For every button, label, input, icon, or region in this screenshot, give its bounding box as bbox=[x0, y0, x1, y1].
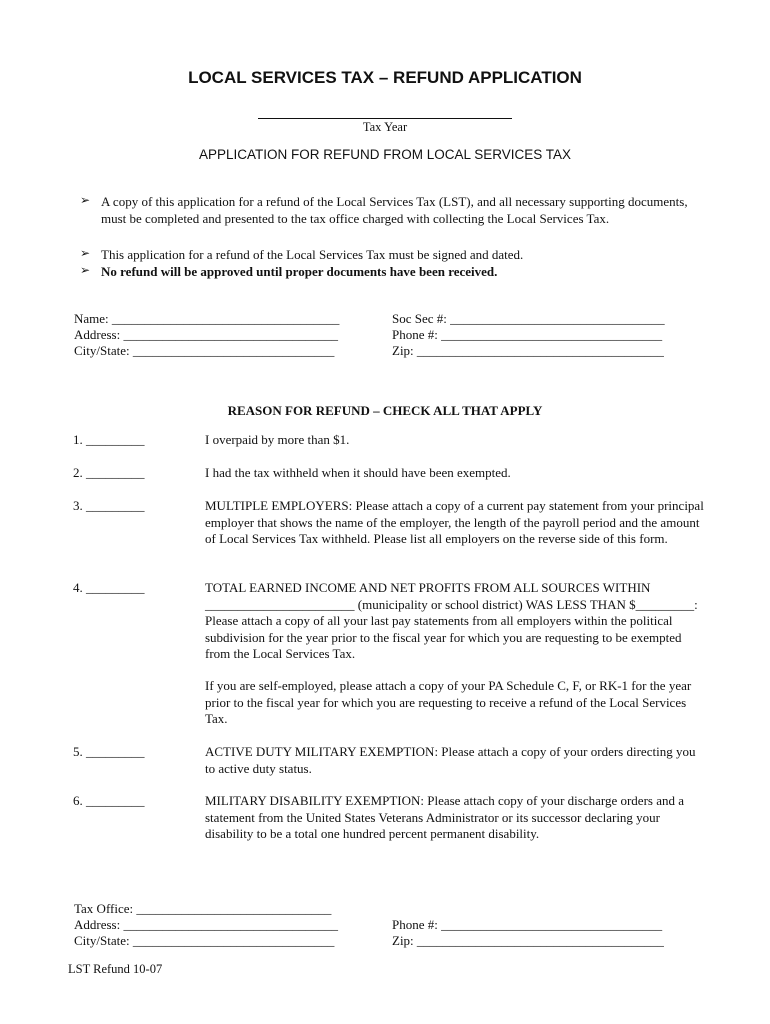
name-field[interactable]: Name: ___________________________________ bbox=[74, 311, 340, 326]
arrow-bullet-icon: ➢ bbox=[80, 263, 91, 277]
tax-year-field[interactable] bbox=[258, 118, 512, 119]
reason-3-text: MULTIPLE EMPLOYERS: Please attach a copy of a current pay statement from your principal employer that shows the name of the employer, the length of the payroll period and the amount of Local Services Tax withheld. Please list all employers on the reverse side of this form. bbox=[205, 498, 704, 546]
reason-1-checkbox[interactable]: 1. _________ bbox=[73, 432, 145, 447]
reason-heading: REASON FOR REFUND – CHECK ALL THAT APPLY bbox=[227, 403, 543, 418]
tax-office-zip-field[interactable]: Zip: ______________________________________ bbox=[392, 933, 664, 948]
form-code: LST Refund 10-07 bbox=[68, 962, 163, 976]
tax-office-phone-field[interactable]: Phone #: __________________________________ bbox=[392, 917, 663, 932]
reason-6-checkbox[interactable]: 6. _________ bbox=[73, 793, 145, 808]
zip-field[interactable]: Zip: ______________________________________ bbox=[392, 343, 664, 358]
reason-5-checkbox[interactable]: 5. _________ bbox=[73, 744, 145, 759]
instruction-item-bold: No refund will be approved until proper documents have been received. bbox=[101, 264, 498, 279]
address-field[interactable]: Address: _________________________________ bbox=[74, 327, 338, 342]
tax-office-field[interactable]: Tax Office: ______________________________ bbox=[74, 901, 332, 916]
reason-4-checkbox[interactable]: 4. _________ bbox=[73, 580, 145, 595]
tax-office-address-field[interactable]: Address: _________________________________ bbox=[74, 917, 338, 932]
reason-6-text: MILITARY DISABILITY EXEMPTION: Please attach copy of your discharge orders and a statement from the United States Veterans Administrator or its successor declaring your disability to be a total one hundred percent permanent disability. bbox=[205, 793, 685, 841]
reason-4-text: TOTAL EARNED INCOME AND NET PROFITS FROM ALL SOURCES WITHIN _______________________ (municipality or school district) WAS LESS THAN $_________: Please attach a copy of all your last pay statements from all employers within the political subdivision for the year prior to the fiscal year for which you are requesting to be exempted from the Local Services Tax. bbox=[205, 580, 698, 661]
soc-sec-field[interactable]: Soc Sec #: _________________________________ bbox=[392, 311, 665, 326]
reason-5-text: ACTIVE DUTY MILITARY EXEMPTION: Please attach a copy of your orders directing you to active duty status. bbox=[205, 744, 696, 776]
arrow-bullet-icon: ➢ bbox=[80, 193, 91, 207]
tax-office-city-state-field[interactable]: City/State: _______________________________ bbox=[74, 933, 335, 948]
reason-4-self-employed-text: If you are self-employed, please attach a copy of your PA Schedule C, F, or RK-1 for the year prior to the fiscal year for which you are requesting to receive a refund of the Local Services Tax. bbox=[205, 678, 692, 726]
tax-year-label: Tax Year bbox=[362, 120, 408, 134]
form-title: LOCAL SERVICES TAX – REFUND APPLICATION bbox=[188, 68, 582, 87]
instruction-item: A copy of this application for a refund of the Local Services Tax (LST), and all necessary supporting documents, must be completed and presented to the tax office charged with collecting the Local Services Tax. bbox=[101, 194, 688, 226]
instruction-item: This application for a refund of the Local Services Tax must be signed and dated. bbox=[101, 247, 524, 262]
reason-2-checkbox[interactable]: 2. _________ bbox=[73, 465, 145, 480]
city-state-field[interactable]: City/State: _______________________________ bbox=[74, 343, 335, 358]
arrow-bullet-icon: ➢ bbox=[80, 246, 91, 260]
reason-2-text: I had the tax withheld when it should have been exempted. bbox=[205, 465, 511, 480]
form-subtitle: APPLICATION FOR REFUND FROM LOCAL SERVICES TAX bbox=[198, 147, 572, 162]
phone-field[interactable]: Phone #: __________________________________ bbox=[392, 327, 663, 342]
reason-3-checkbox[interactable]: 3. _________ bbox=[73, 498, 145, 513]
reason-1-text: I overpaid by more than $1. bbox=[205, 432, 350, 447]
